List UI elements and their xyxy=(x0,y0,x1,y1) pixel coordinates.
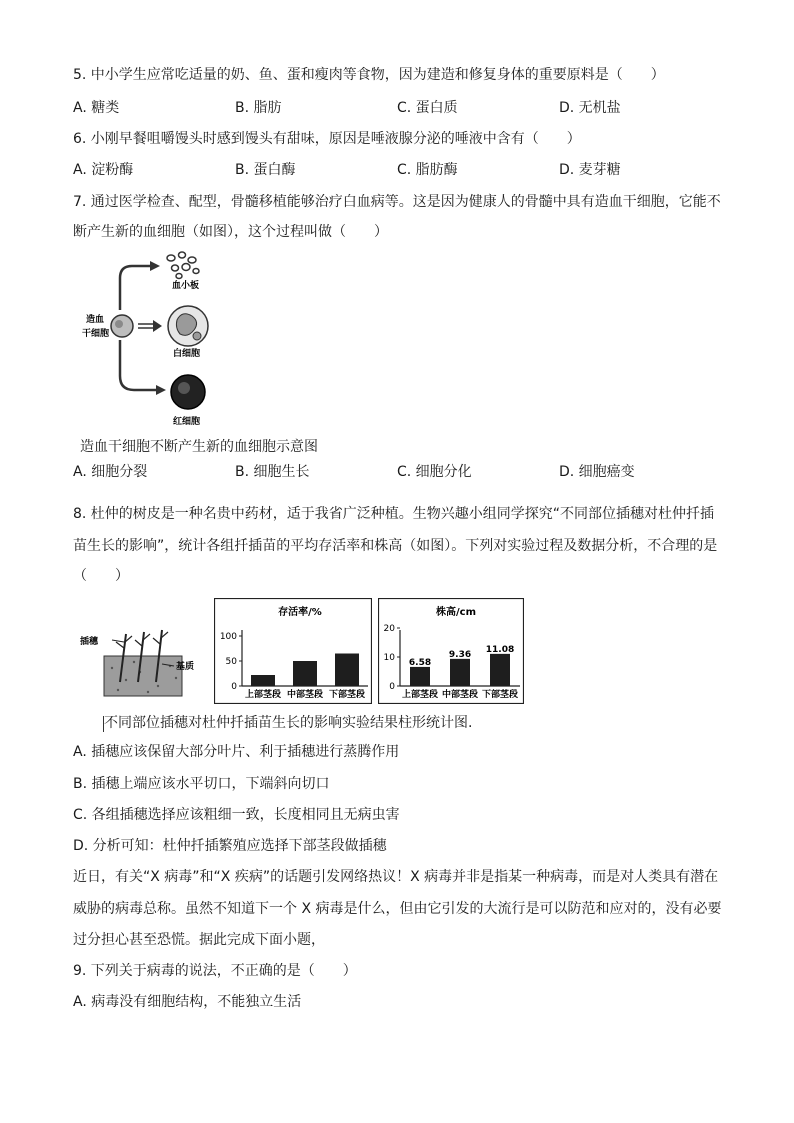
cutting-label: 插穗 xyxy=(80,637,99,647)
q9-stem: 9. 下列关于病毒的说法，不正确的是（ ） xyxy=(73,963,357,979)
passage-line3: 过分担心甚至恐慌。据此完成下面小题， xyxy=(73,932,325,948)
passage-line2: 威胁的病毒总称。虽然不知道下一个 X 病毒是什么，但由它引发的大流行是可以防范和应对的，没有必要 xyxy=(73,901,722,917)
q8-stem-line2: 苗生长的影响”，统计各组扦插苗的平均存活率和株高（如图）。下列对实验过程及数据分析，不合理的是 xyxy=(73,538,718,554)
q6-option-d: D. 麦芽糖 xyxy=(559,162,621,178)
q7-option-c: C. 细胞分化 xyxy=(397,464,472,480)
category-label: 下部茎段 xyxy=(481,690,519,700)
bar-3 xyxy=(335,654,359,687)
q6-option-a: A. 淀粉酶 xyxy=(73,162,134,178)
data-label: 9.36 xyxy=(448,649,472,660)
q7-stem-line1: 7. 通过医学检查、配型，骨髓移植能够治疗白血病等。这是因为健康人的骨髓中具有造血干细胞，它能不 xyxy=(73,194,721,210)
cutting-illustration xyxy=(78,620,208,700)
red-blood-cell-icon xyxy=(171,375,205,409)
caption-marker xyxy=(103,716,104,732)
q5-option-a: A. 糖类 xyxy=(73,100,120,116)
arrow-head-wbc xyxy=(153,320,162,332)
platelet-label: 血小板 xyxy=(172,281,200,291)
bar-3 xyxy=(490,654,510,686)
bar-2 xyxy=(293,661,317,686)
q7-option-b: B. 细胞生长 xyxy=(235,464,310,480)
y-tick-label: 20 xyxy=(383,624,395,634)
bar-2 xyxy=(450,659,470,686)
substrate-block xyxy=(104,656,182,696)
arrow-head-platelet xyxy=(150,261,160,271)
q9-option-a: A. 病毒没有细胞结构，不能独立生活 xyxy=(73,994,302,1010)
y-tick-label: 100 xyxy=(219,632,237,642)
y-tick-label: 50 xyxy=(225,657,237,667)
q6-option-b: B. 蛋白酶 xyxy=(235,162,296,178)
arrow-to-platelet xyxy=(120,266,154,310)
substrate-label: 基质 xyxy=(176,662,195,672)
q6-options xyxy=(73,161,723,179)
plant-height-chart xyxy=(378,598,524,704)
bar-1 xyxy=(251,675,275,686)
y-tick-label: 0 xyxy=(389,682,395,692)
height-chart-title: 株高/cm xyxy=(436,607,476,618)
arrow-head-rbc xyxy=(156,385,166,395)
q6-stem: 6. 小刚早餐咀嚼馒头时感到馒头有甜味，原因是唾液腺分泌的唾液中含有（ ） xyxy=(73,131,581,147)
q8-option-b: B. 插穗上端应该水平切口，下端斜向切口 xyxy=(73,776,330,792)
q5-stem: 5. 中小学生应常吃适量的奶、鱼、蛋和瘦肉等食物，因为建造和修复身体的重要原料是（ ） xyxy=(73,67,665,83)
bar-1 xyxy=(410,667,430,686)
wbc-label: 白细胞 xyxy=(173,349,201,359)
y-tick-label: 0 xyxy=(231,682,237,692)
data-label: 6.58 xyxy=(408,657,432,668)
stem-cell-label-2: 干细胞 xyxy=(82,329,110,339)
q8-figure-caption: 不同部位插穗对杜仲扦插苗生长的影响实验结果柱形统计图. xyxy=(104,715,473,731)
category-label: 中部茎段 xyxy=(286,690,324,700)
data-label: 11.08 xyxy=(485,644,515,655)
category-label: 下部茎段 xyxy=(328,690,366,700)
q7-option-d: D. 细胞癌变 xyxy=(559,464,635,480)
passage-line1: 近日，有关“X 病毒”和“X 疾病”的话题引发网络热议！X 病毒并非是指某一种病毒，而是对人类具有潜在 xyxy=(73,869,719,885)
q5-option-b: B. 脂肪 xyxy=(235,100,282,116)
blood-cell-diagram xyxy=(76,248,226,432)
q8-stem-line3: （ ） xyxy=(73,568,129,584)
arrow-to-rbc xyxy=(120,340,158,390)
platelet-icon xyxy=(167,252,199,279)
q7-figure-caption: 造血干细胞不断产生新的血细胞示意图 xyxy=(80,439,318,455)
q8-stem-line1: 8. 杜仲的树皮是一种名贵中药材，适于我省广泛种植。生物兴趣小组同学探究“不同部位插穗对杜仲扦插 xyxy=(73,506,715,522)
y-tick-label: 10 xyxy=(383,653,395,663)
q8-option-d: D. 分析可知：杜仲扦插繁殖应选择下部茎段做插穗 xyxy=(73,838,387,854)
q5-option-d: D. 无机盐 xyxy=(559,100,621,116)
category-label: 上部茎段 xyxy=(244,690,282,700)
q7-stem-line2: 断产生新的血细胞（如图），这个过程叫做（ ） xyxy=(73,224,388,240)
category-label: 上部茎段 xyxy=(401,690,439,700)
q5-options xyxy=(73,99,723,117)
survival-chart-title: 存活率/% xyxy=(278,607,322,618)
rbc-label: 红细胞 xyxy=(173,417,201,427)
q6-option-c: C. 脂肪酶 xyxy=(397,162,458,178)
q5-option-c: C. 蛋白质 xyxy=(397,100,458,116)
q7-options xyxy=(73,463,723,481)
white-blood-cell-icon xyxy=(168,306,208,346)
stem-cell-label-1: 造血 xyxy=(86,315,105,325)
q8-option-c: C. 各组插穗选择应该粗细一致，长度相同且无病虫害 xyxy=(73,807,400,823)
q7-option-a: A. 细胞分裂 xyxy=(73,464,148,480)
q8-option-a: A. 插穗应该保留大部分叶片、利于插穗进行蒸腾作用 xyxy=(73,744,400,760)
category-label: 中部茎段 xyxy=(441,690,479,700)
survival-rate-chart xyxy=(214,598,372,704)
